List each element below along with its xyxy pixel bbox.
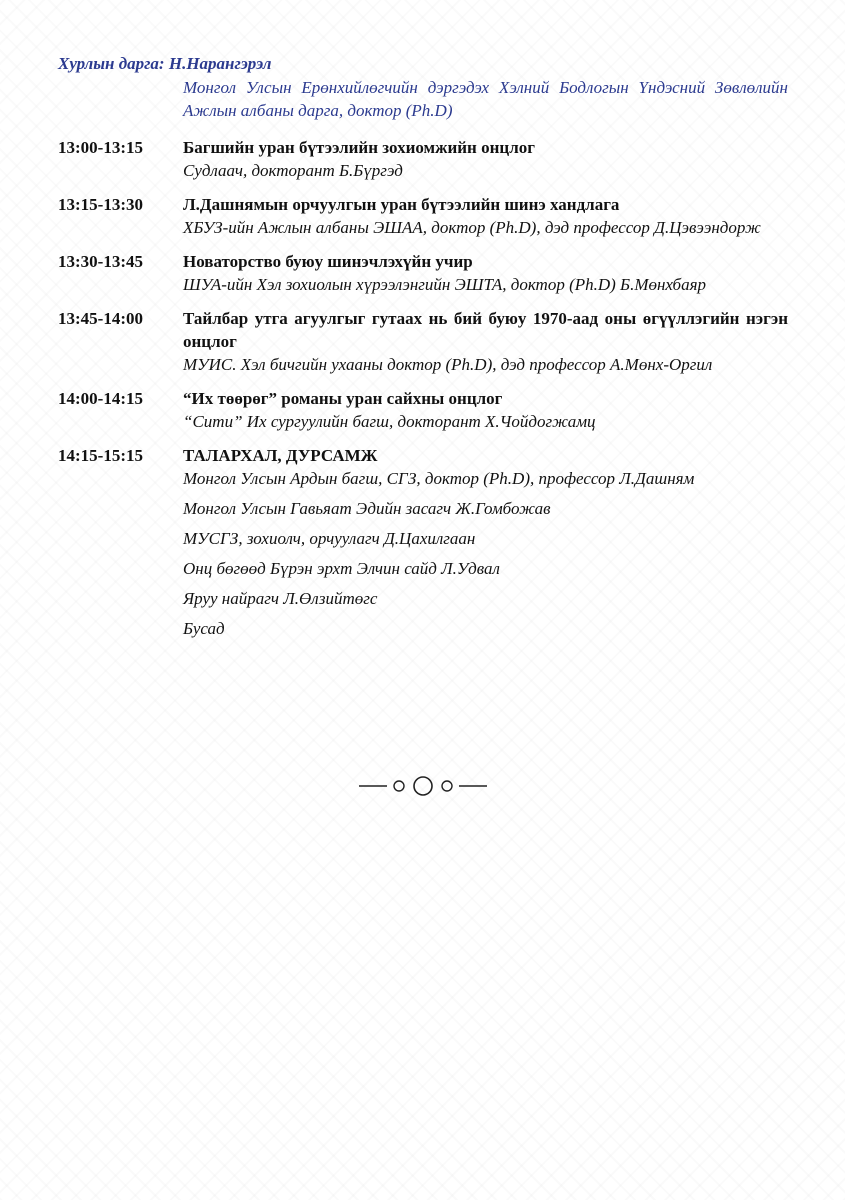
chair-description: Монгол Улсын Ерөнхийлөгчийн дэргэдэх Хэлний Бодлогын Үндэсний Зөвлөлийн Ажлын албаны дарга, доктор (Ph.D) [183,78,788,120]
session-content [183,387,788,434]
session-speaker: Судлаач, докторант Б.Бүргэд [183,161,403,180]
session-time: 13:00-13:15 [58,138,143,157]
thanks-row [58,444,788,647]
session-content [183,250,788,297]
chair-block [58,52,788,122]
line-circles-ornament-icon [357,773,489,799]
session-time: 13:45-14:00 [58,309,143,328]
thanks-item: Монгол Улсын Ардын багш, СГЗ, доктор (Ph.D), профессор Л.Дашням [183,469,695,488]
chair-title: Хурлын дарга: Н.Нарангэрэл [58,54,272,73]
session-title: Л.Дашнямын орчуулгын уран бүтээлийн шинэ хандлага [183,195,620,214]
session-speaker: “Сити” Их сургуулийн багш, докторант Х.Чойдогжамц [183,412,596,431]
program-page [58,52,788,657]
session-title: Багшийн уран бүтээлийн зохиомжийн онцлог [183,138,535,157]
thanks-item: Монгол Улсын Гавьяат Эдийн засагч Ж.Гомбожав [183,499,551,518]
thanks-content [183,444,788,647]
thanks-item: Бусад [183,619,225,638]
thanks-item: МУСГЗ, зохиолч, орчуулагч Д.Цахилгаан [183,529,476,548]
session-row [58,193,788,240]
session-row [58,387,788,434]
thanks-time: 14:15-15:15 [58,446,143,465]
session-title: Новаторство буюу шинэчлэхүйн учир [183,252,473,271]
session-time: 14:00-14:15 [58,389,143,408]
thanks-title: ТАЛАРХАЛ, ДУРСАМЖ [183,446,378,465]
session-time: 13:30-13:45 [58,252,143,271]
session-content [183,307,788,377]
thanks-item: Яруу найрагч Л.Өлзийтөгс [183,589,378,608]
divider-ornament [0,773,845,799]
session-title: “Их төөрөг” романы уран сайхны онцлог [183,389,503,408]
session-row [58,250,788,297]
thanks-item: Онц бөгөөд Бүрэн эрхт Элчин сайд Л.Удвал [183,559,500,578]
session-title: Тайлбар утга агуулгыг гутаах нь бий буюу 1970-аад оны өгүүллэгийн нэгэн онцлог [183,309,788,351]
session-content [183,193,788,240]
session-speaker: ХБУЗ-ийн Ажлын албаны ЭШАА, доктор (Ph.D), дэд профессор Д.Цэвээндорж [183,218,761,237]
session-speaker: МУИС. Хэл бичгийн ухааны доктор (Ph.D), дэд профессор А.Мөнх-Оргил [183,355,713,374]
session-row [58,307,788,377]
session-content [183,136,788,183]
session-speaker: ШУА-ийн Хэл зохиолын хүрээлэнгийн ЭШТА, доктор (Ph.D) Б.Мөнхбаяр [183,275,706,294]
session-time: 13:15-13:30 [58,195,143,214]
session-row [58,136,788,183]
